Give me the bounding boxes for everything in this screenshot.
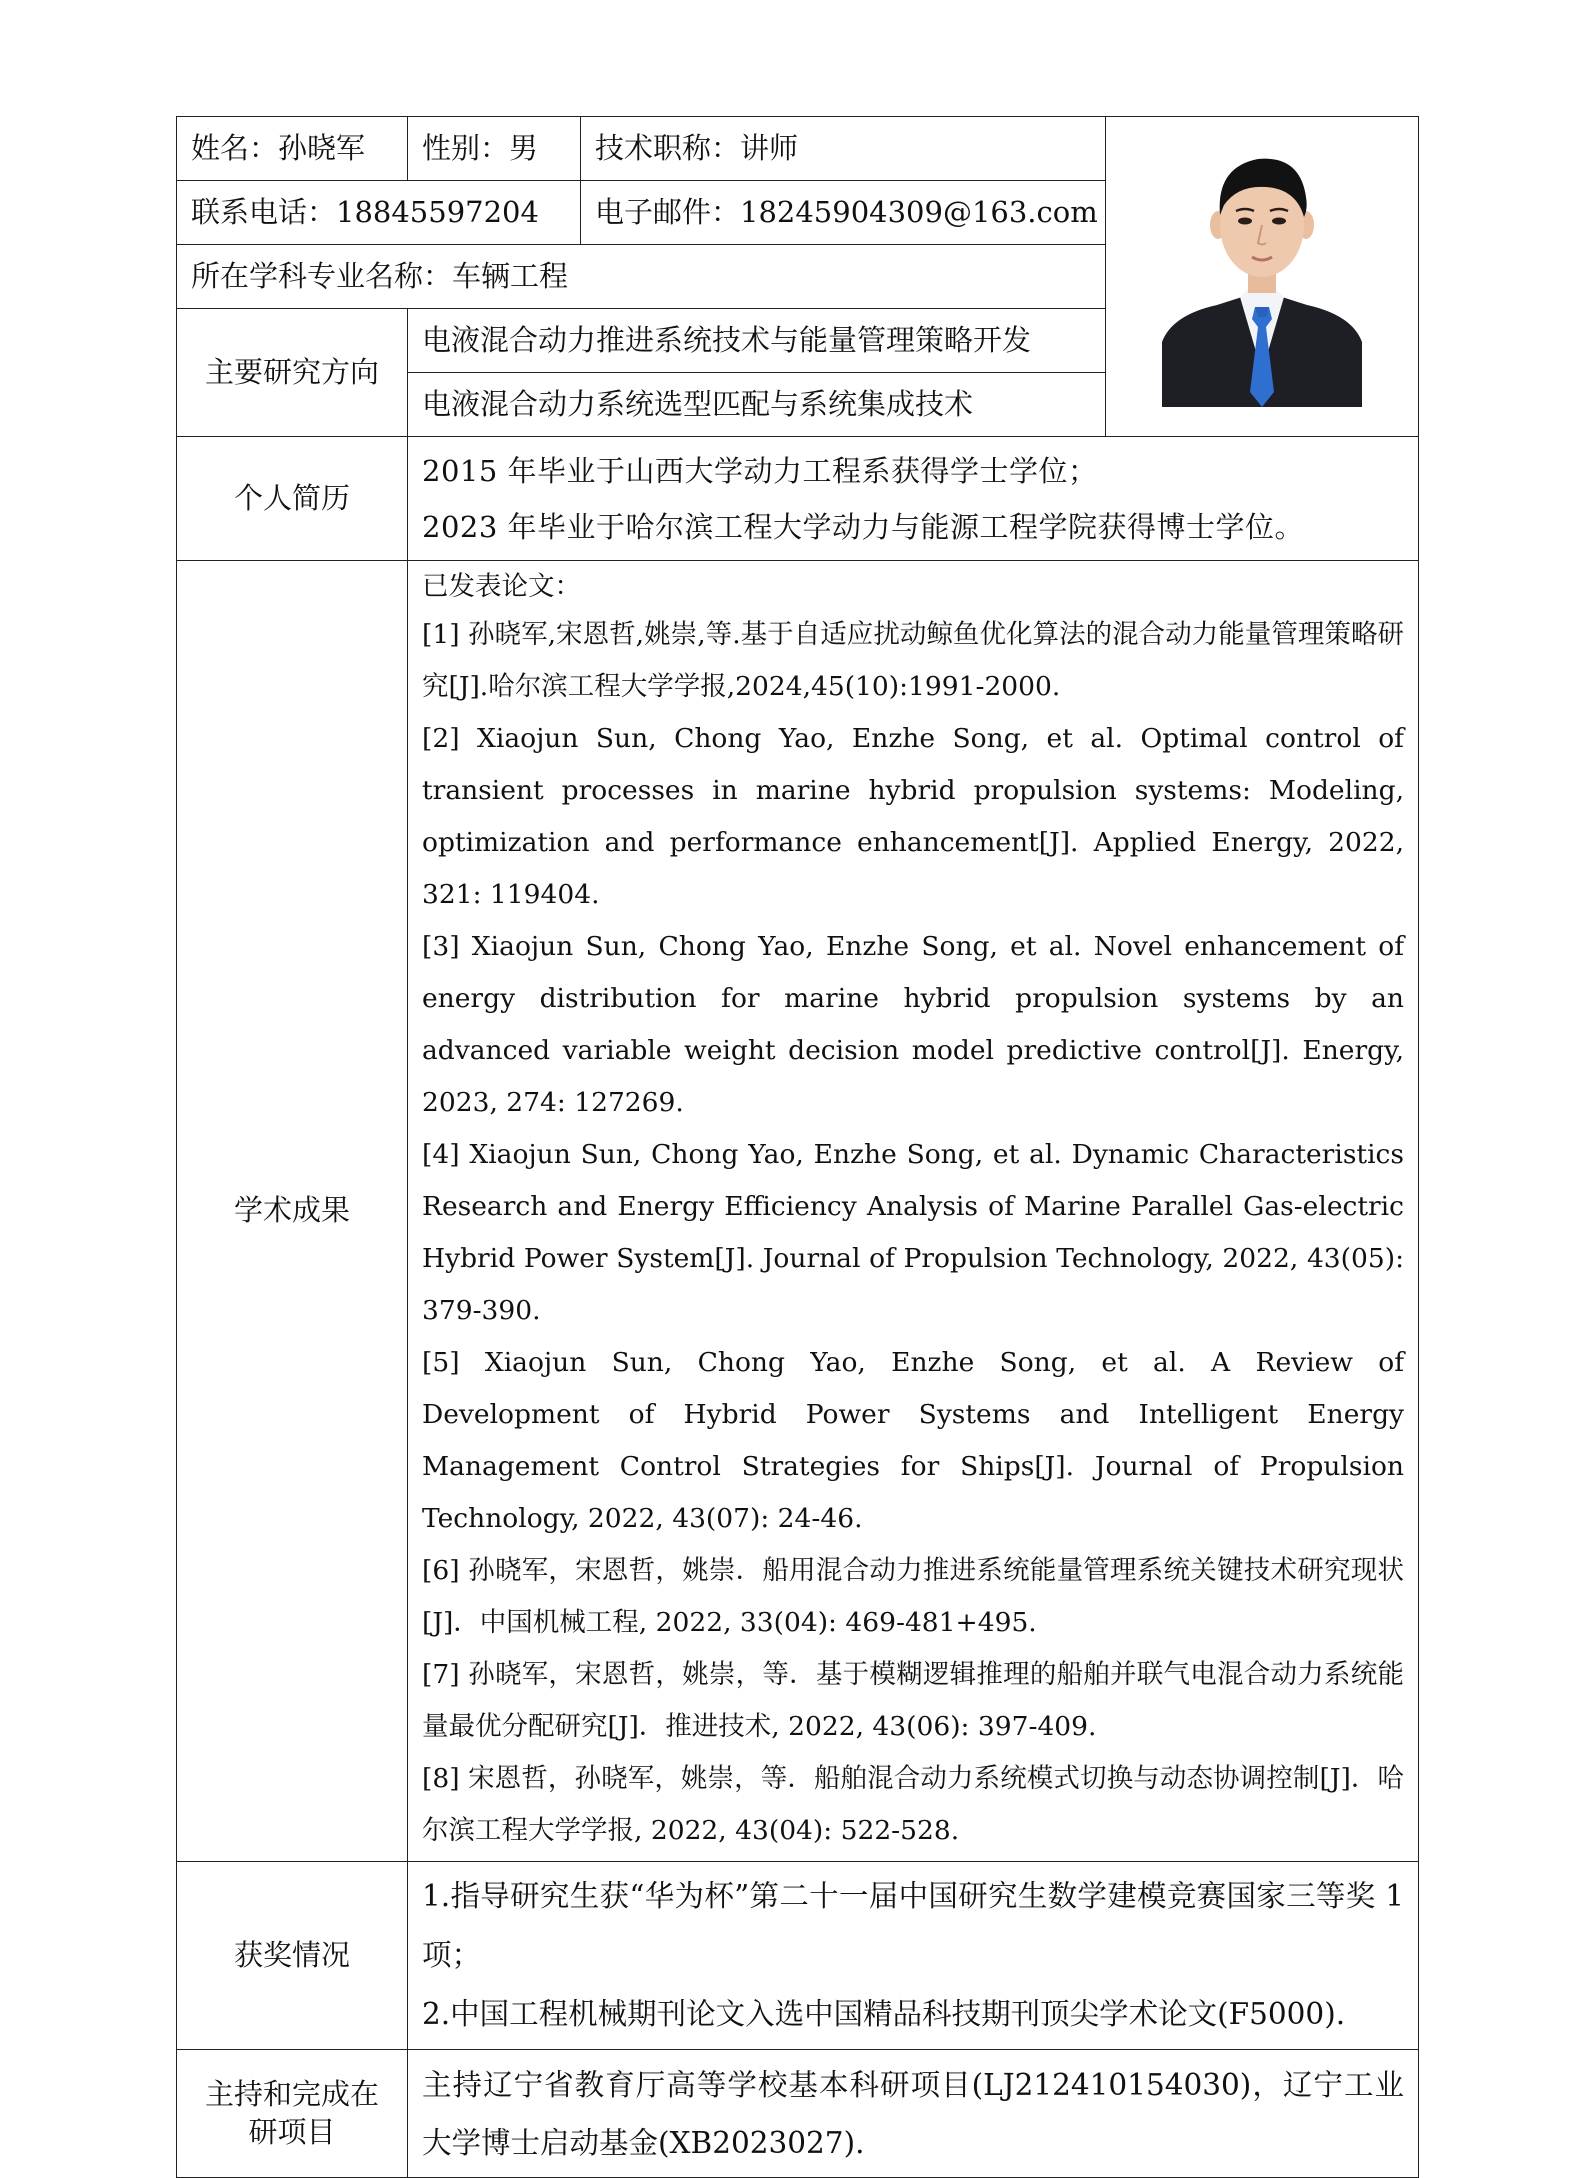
award-item: 1.指导研究生获“华为杯”第二十一届中国研究生数学建模竞赛国家三等奖 1 项； [422,1879,1404,1972]
projects-label [177,2050,408,2178]
paper-item: [1] 孙晓军,宋恩哲,姚崇,等.基于自适应扰动鲸鱼优化算法的混合动力能量管理策略研究[J].哈尔滨工程大学学报,2024,45(10):1991-2000. [422,619,1404,702]
papers-heading: 已发表论文： [422,571,581,602]
awards-content [408,1862,1419,2050]
resume-line-2: 2023 年毕业于哈尔滨工程大学动力与能源工程学院获得博士学位。 [422,509,1305,544]
name-field: 姓名：孙晓军 [177,117,408,181]
portrait-illustration [1162,137,1362,407]
row-awards [177,1862,1419,2050]
research-item-2: 电液混合动力系统选型匹配与系统集成技术 [408,373,1106,437]
gender-field: 性别：男 [408,117,581,181]
resume-label: 个人简历 [177,437,408,561]
row-basic [177,117,1419,181]
achievements-content [408,561,1419,1862]
profile-table [176,116,1419,2178]
research-item-1: 电液混合动力推进系统技术与能量管理策略开发 [408,309,1106,373]
title-field: 技术职称：讲师 [581,117,1106,181]
photo-cell [1106,117,1419,437]
projects-content: 主持辽宁省教育厅高等学校基本科研项目(LJ212410154030)，辽宁工业大学博士启动基金(XB2023027). [408,2050,1419,2178]
projects-label-line-2: 研项目 [248,2114,336,2149]
award-item: 2.中国工程机械期刊论文入选中国精品科技期刊顶尖学术论文(F5000). [422,1997,1346,2031]
phone-field: 联系电话：18845597204 [177,181,581,245]
profile-form [176,116,1418,2178]
email-field: 电子邮件：18245904309@163.com [581,181,1106,245]
major-field: 所在学科专业名称：车辆工程 [177,245,1106,309]
row-resume [177,437,1419,561]
paper-item: [2] Xiaojun Sun, Chong Yao, Enzhe Song, et al. Optimal control of transient processes in marine hybrid propulsion systems: Modeling, optimization and performance enhancement[J]. Applied Energy, 2022, 321: 119404. [422,723,1404,910]
resume-content [408,437,1419,561]
achievements-label: 学术成果 [177,561,408,1862]
paper-item: [8] 宋恩哲，孙晓军，姚崇，等．船舶混合动力系统模式切换与动态协调控制[J]．哈尔滨工程大学学报, 2022, 43(04): 522-528. [422,1763,1404,1846]
paper-item: [6] 孙晓军，宋恩哲，姚崇．船用混合动力推进系统能量管理系统关键技术研究现状[J]．中国机械工程, 2022, 33(04): 469-481+495. [422,1555,1404,1638]
projects-label-line-1: 主持和完成在 [204,2076,379,2111]
paper-item: [7] 孙晓军，宋恩哲，姚崇，等．基于模糊逻辑推理的船舶并联气电混合动力系统能量最优分配研究[J]．推进技术, 2022, 43(06): 397-409. [422,1659,1404,1742]
paper-item: [4] Xiaojun Sun, Chong Yao, Enzhe Song, et al. Dynamic Characteristics Research and Energy Efficiency Analysis of Marine Parallel Gas-electric Hybrid Power System[J]. Journal of Propulsion Technology, 2022, 43(05): 379-390. [422,1139,1404,1326]
row-achievements [177,561,1419,1862]
research-label: 主要研究方向 [177,309,408,437]
paper-item: [5] Xiaojun Sun, Chong Yao, Enzhe Song, et al. A Review of Development of Hybrid Power Systems and Intelligent Energy Management Control Strategies for Ships[J]. Journal of Propulsion Technology, 2022, 43(07): 24-46. [422,1347,1404,1534]
resume-line-1: 2015 年毕业于山西大学动力工程系获得学士学位； [422,453,1098,488]
paper-item: [3] Xiaojun Sun, Chong Yao, Enzhe Song, et al. Novel enhancement of energy distribution for marine hybrid propulsion systems by an advanced variable weight decision model predictive control[J]. Energy, 2023, 274: 127269. [422,931,1404,1118]
portrait-photo [1162,137,1362,407]
row-projects [177,2050,1419,2178]
awards-label: 获奖情况 [177,1862,408,2050]
